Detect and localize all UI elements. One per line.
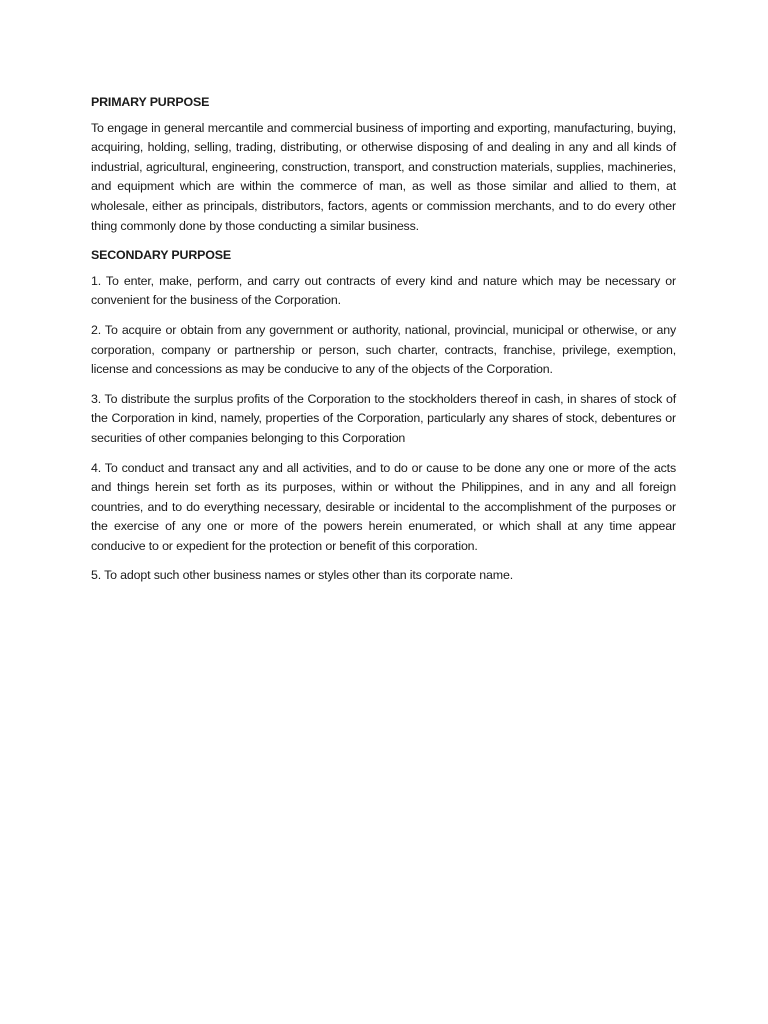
secondary-item-5: 5. To adopt such other business names or styles other than its corporate name.: [91, 568, 513, 583]
document-body: [91, 93, 676, 586]
secondary-item-1: 1. To enter, make, perform, and carry out contracts of every kind and nature which may be necessary or convenient for the business of the Corporation.: [91, 273, 676, 308]
primary-purpose-text: To engage in general mercantile and commercial business of importing and exporting, manufacturing, buying, acquiring, holding, selling, trading, distributing, or otherwise disposing of and dealing in any and all kinds of industrial, agricultural, engineering, construction, transport, and construction materials, supplies, machineries, and equipment which are within the commerce of man, as well as those similar and allied to them, at wholesale, either as principals, distributors, factors, agents or commission merchants, and to do every other thing commonly done by those conducting a similar business.: [91, 120, 676, 233]
primary-purpose-heading: PRIMARY PURPOSE: [91, 95, 210, 109]
secondary-item-3: 3. To distribute the surplus profits of the Corporation to the stockholders thereof in cash, in shares of stock of the Corporation in kind, namely, properties of the Corporation, particularly any shares of stock, debentures or securities of other companies belonging to this Corporation: [91, 391, 676, 445]
secondary-item-4: 4. To conduct and transact any and all activities, and to do or cause to be done any one or more of the acts and things herein set forth as its purposes, within or without the Philippines, and in any and all foreign countries, and to do everything necessary, desirable or incidental to the accomplishment of the purposes or the exercise of any one or more of the powers herein enumerated, or which shall at any time appear conducive to or expedient for the protection or benefit of this corporation.: [91, 460, 676, 553]
secondary-purpose-heading: SECONDARY PURPOSE: [91, 248, 231, 263]
secondary-item-2: 2. To acquire or obtain from any government or authority, national, provincial, municipal or otherwise, or any corporation, company or partnership or person, such charter, contracts, franchise, privilege, exemption, license and concessions as may be conducive to any of the objects of the Corporation.: [91, 322, 676, 377]
